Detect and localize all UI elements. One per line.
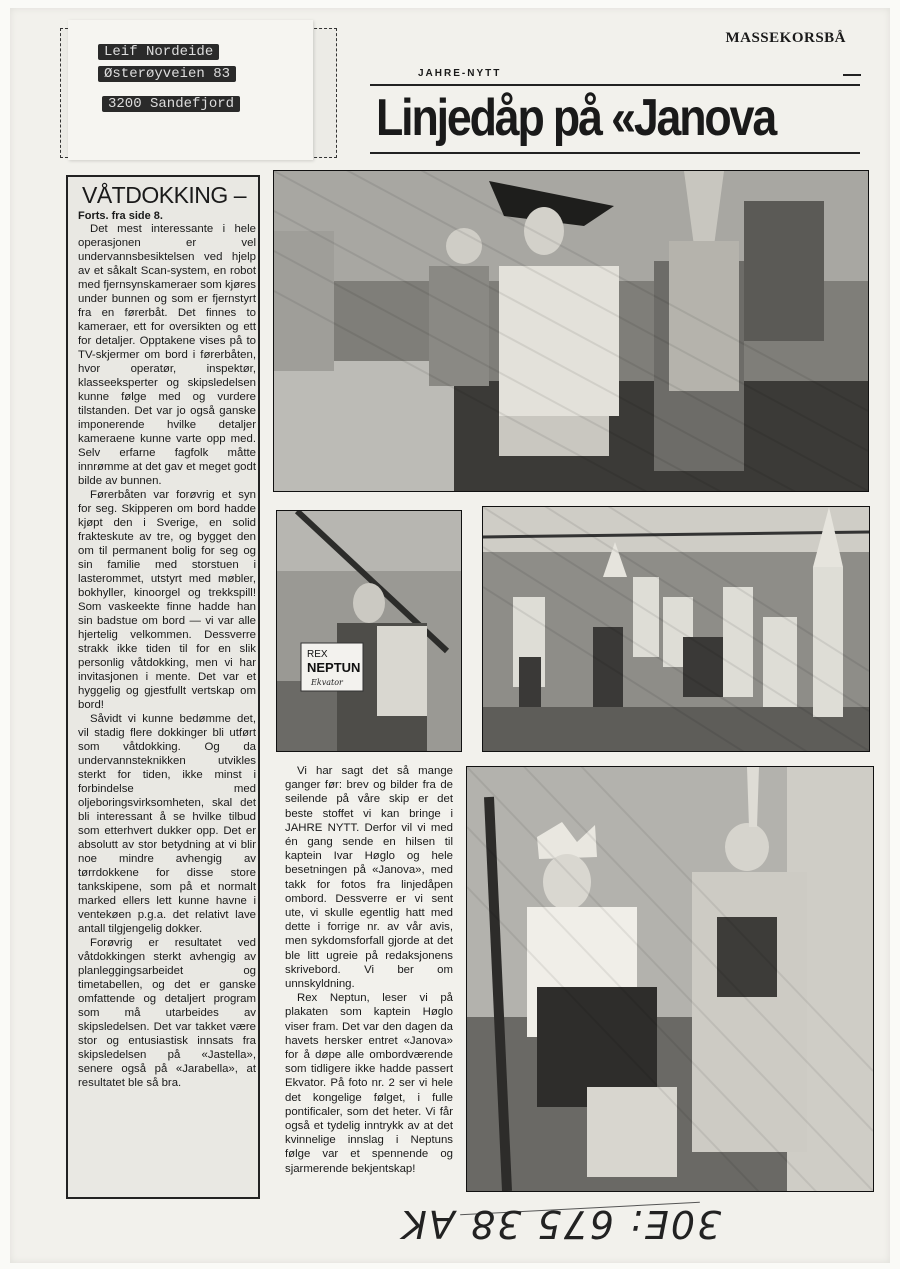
sign-text-ekvator: Ekvator	[311, 678, 343, 687]
paragraph: Rex Neptun, leser vi på plakaten som kaptein Høglo viser fram. Det var den dagen da havets hersker entret «Janova» for å døpe alle ombordværende som tidligere ikke hadde passert Ekvator. På foto nr. 2 ser vi hele det kongelige følget, i fulle pontificaler, som det heter. Vi får også et tydelig inntrykk av at det kvinnelige innslag i Neptuns følge var et spennende og sjarmerende bekjentskap!	[285, 992, 453, 1175]
sign-text-neptun: NEPTUN	[307, 660, 361, 675]
photo-queen-neptune	[466, 766, 874, 1192]
photo-pirate-neptune	[273, 170, 869, 492]
handwritten-note: 30E: 675 38 AK	[400, 1202, 722, 1246]
sign-text-rex: REX	[307, 649, 328, 660]
continued-note: Forts. fra side 8.	[78, 210, 163, 222]
vatdokking-title: VÅTDOKKING –	[82, 182, 246, 208]
janova-article	[285, 764, 453, 1176]
page-title: Linjedåp på «Janova	[376, 89, 776, 147]
address-line-name: Leif Nordeide	[98, 44, 219, 60]
headline-rule	[370, 152, 860, 154]
address-line-city: 3200 Sandefjord	[102, 96, 240, 112]
paragraph: Såvidt vi kunne bedømme det, vil stadig flere dokkinger bli utført som våtdokking. Og da undervannsteknikken utvikles sterkt for tiden, ikke minst i forbindelse med oljeboringsvirksomheten, skal det bli interessant å se hvilke tilbud som etterhvert dukker opp. Det er absolutt av stor betydning at vi blir noe mindre avhengig av tørrdokkene for disse store tankskipene, som på et normalt marked ellers lett kunne havne i ventekøen p.g.a. det relativt lave antall tilgjengelig dokker.	[78, 713, 256, 935]
header-rule-short	[843, 74, 861, 76]
vatdokking-body	[78, 222, 256, 1090]
paragraph: Det mest interessante i hele operasjonen er vel undervannsbesiktelsen ved hjelp av et såkalt Scan-system, en robot med fjernsynskameraer som kjøres under bunnen og som er fjernstyrt fra en førerbåt. Det finnes to kameraer, ett for oversikten og ett for detaljer. Opptakene vises på to TV-skjermer om bord i førerbåten, hvor operatør, inspektør, klasseeksperter og skipsledelsen kunne følge med og vurdere tilstanden. Det var jo også ganske imponerende hvilke detaljer kameraene kunne varte opp med. Selv erfarne fagfolk måtte innrømme at det gav et meget godt bilde av bunnen.	[78, 223, 256, 487]
address-line-street: Østerøyveien 83	[98, 66, 236, 82]
kicker: JAHRE-NYTT	[418, 68, 502, 79]
paragraph: Vi har sagt det så mange ganger før: brev og bilder fra de seilende på våre skip er det beste stoffet vi kan bringe i JAHRE NYTT. Derfor vil vi med én gang sende en hilsen til kaptein Ivar Høglo og hele besetningen på «Janova», med takk for fotos fra linjedåpen ombord. Dessverre er vi sent ute, vi skulle egentlig hatt med dette i forrige nr. av vår avis, men sykdomsforfall gjorde at det ble litt ugreie på redaksjonens skrivebord. Vi ber om unnskyldning.	[285, 765, 453, 991]
paragraph: Forøvrig er resultatet ved våtdokkingen sterkt avhengig av planleggingsarbeidet og timetabellen, og det er ganske omfattende og detaljert program som må utarbeides av skipsledelsen. Det var takket være stor og entusiastisk innsats fra skipsledelsen på «Jastella», senere også på «Jarabella», at resultatet ble så bra.	[78, 937, 256, 1089]
header-rule	[370, 84, 860, 86]
address-label	[68, 20, 313, 160]
paragraph: Førerbåten var forøvrig et syn for seg. Skipperen om bord hadde kjøpt den i Sverige, en solid frakteskute av tre, og bygget den om til permanent bolig for seg og sin familie med storstuen i lasterommet, utstyrt med møbler, bokhyller, kinoorgel og trekkspill! Som vaskeekte finne hadde han sin badstue om bord — vi var alle hjertelig velkommen. Dessverre strakk ikke tiden til for en slik personlig våtdokking, men vi har invitasjonen i mente. Det var et hyggelig og gjestfullt vertskap om bord!	[78, 489, 256, 711]
section-tag: MASSEKORSBÅ	[725, 30, 846, 46]
photo-captain-sign	[276, 510, 462, 752]
photo-neptune-court	[482, 506, 870, 752]
